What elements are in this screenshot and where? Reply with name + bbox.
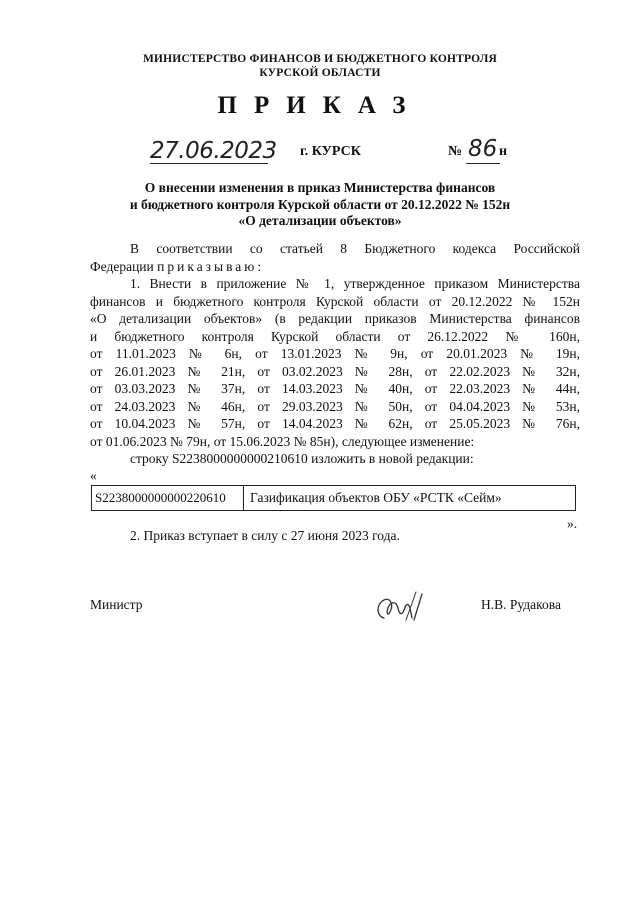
item-2 [90,527,580,545]
handwritten-signature [370,590,430,624]
signatory-name: Н.В. Рудакова [481,597,561,612]
date-underline [150,163,268,164]
preamble-line [90,258,580,276]
row-instruction: строку S2238000000000210610 изложить в новой редакции: [130,451,474,466]
handwritten-number: 86 [468,136,498,162]
row-name-cell: Газификация объектов ОБУ «РСТК «Сейм» [250,490,502,505]
preamble [90,240,580,275]
quote-open: « [90,468,97,483]
subject-line: О внесении изменения в приказ Министерства финансов [144,180,496,195]
document-title: ПРИКАЗ [217,92,423,119]
city: г. КУРСК [300,144,361,159]
item-1-line: от 03.03.2023 № 37н, от 14.03.2023 № 40н, от 22.03.2023 № 44н, [90,381,580,396]
handwritten-date: 27.06.2023 [150,138,277,164]
number-suffix: н [499,144,508,159]
order-subject [0,180,640,230]
number-sign: № [448,144,463,159]
subject-line: «О детализации объектов» [238,213,402,228]
item-1-line: от 01.06.2023 № 79н, от 15.06.2023 № 85н), следующее изменение: [90,433,475,449]
item-1-line: финансов и бюджетного контроля Курской области от 20.12.2022 № 152н [90,293,580,309]
replacement-row-table [91,485,576,511]
item-1-line: и бюджетного контроля Курской области от 26.12.2022 № 160н, [90,328,580,344]
row-code-cell: S2238000000000220610 [92,486,244,510]
item-1-line: от 10.04.2023 № 57н, от 14.04.2023 № 62н, от 25.05.2023 № 76н, [90,416,580,431]
federation-word: Федерации [90,258,154,274]
item-1-line: «О детализации объектов» (в редакции приказов Министерства финансов [90,311,580,326]
item-2-line: 2. Приказ вступает в силу с 27 июня 2023 года. [130,528,400,543]
item-1-line: от 26.01.2023 № 21н, от 03.02.2023 № 28н, от 22.02.2023 № 32н, [90,363,580,379]
number-underline [466,163,500,164]
ministry-line-1: МИНИСТЕРСТВО ФИНАНСОВ И БЮДЖЕТНОГО КОНТРОЛЯ [142,53,498,65]
ministry-line-2: КУРСКОЙ ОБЛАСТИ [259,67,381,79]
item-1-line: от 24.03.2023 № 46н, от 29.03.2023 № 50н, от 04.04.2023 № 53н, [90,398,580,414]
ministry-header [0,52,640,80]
subject-line: и бюджетного контроля Курской области от 20.12.2022 № 152н [129,196,511,212]
preamble-line: В соответствии со статьей 8 Бюджетного кодекса Российской [130,241,580,256]
signatory-position: Министр [90,597,143,612]
item-1-line: от 11.01.2023 № 6н, от 13.01.2023 № 9н, от 20.01.2023 № 19н, [90,346,580,361]
quote-close: ». [567,516,578,531]
order-word: приказываю: [157,258,265,274]
item-1-line: 1. Внести в приложение № 1, утвержденное приказом Министерства [130,276,580,291]
item-1 [90,275,580,468]
